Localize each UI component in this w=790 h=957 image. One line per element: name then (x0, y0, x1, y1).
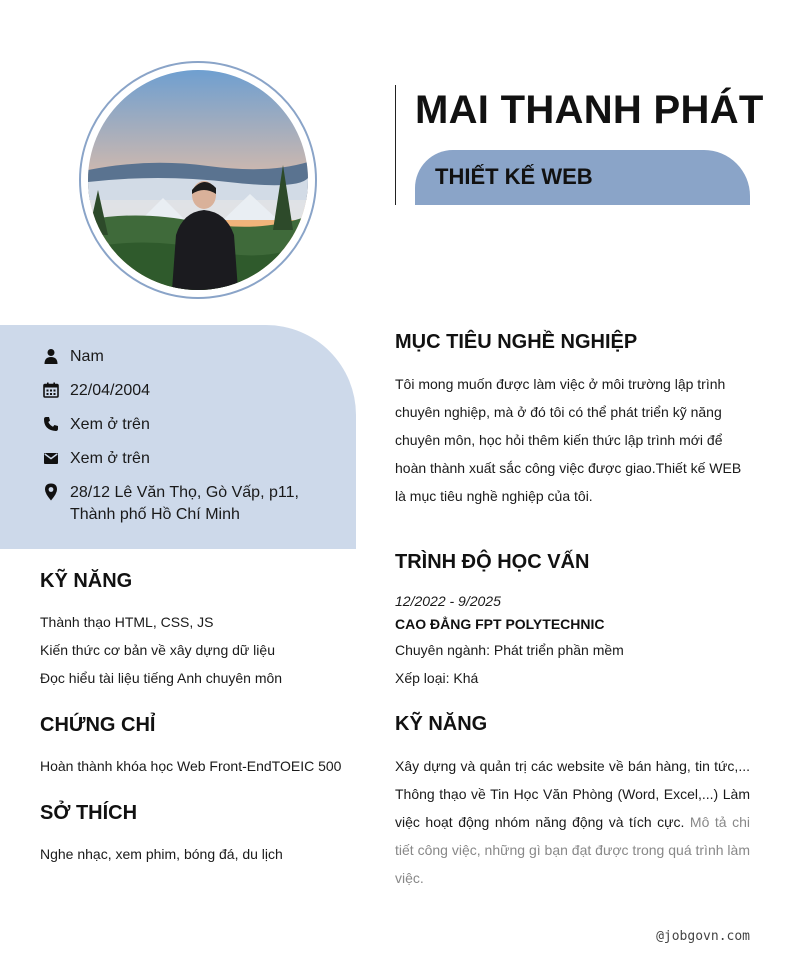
contact-gender-text: Nam (70, 348, 104, 365)
education-grade: Xếp loại: Khá (395, 670, 479, 686)
contact-gender (40, 346, 310, 368)
hobbies-heading: SỞ THÍCH (40, 802, 138, 824)
right-skills-description: Xây dựng và quản trị các website về bán hàng, tin tức,... Thông thạo về Tin Học Văn Phòng (Word, Excel,...) Làm việc hoạt động nhóm năng động và tích cực. (395, 758, 750, 830)
contact-email-text: Xem ở trên (70, 450, 150, 467)
name-divider (395, 85, 396, 205)
right-skills-text (395, 752, 750, 892)
email-icon (40, 448, 70, 468)
contact-phone-text: Xem ở trên (70, 416, 150, 433)
left-skills-heading: KỸ NĂNG (40, 570, 133, 592)
contact-address (40, 482, 310, 526)
contact-birthday-text: 22/04/2004 (70, 382, 151, 399)
full-name: MAI THANH PHÁT (415, 88, 764, 132)
job-title: THIẾT KẾ WEB (435, 164, 593, 189)
calendar-icon (40, 380, 70, 400)
avatar-photo (88, 70, 308, 290)
left-skill-item: Kiến thức cơ bản về xây dựng dữ liệu (40, 642, 275, 658)
left-skill-item: Đọc hiểu tài liệu tiếng Anh chuyên môn (40, 670, 283, 686)
education-date: 12/2022 - 9/2025 (395, 593, 501, 609)
objective-text: Tôi mong muốn được làm việc ở môi trường lập trình chuyên nghiệp, mà ở đó tôi có thể phát triển kỹ năng chuyên môn, học hỏi thêm kiến thức lập trình mới để hoàn thành xuất sắc công việc được giao.Thiết kế WEB là mục tiêu nghề nghiệp của tôi. (395, 376, 742, 504)
contact-email (40, 448, 310, 470)
education-major: Chuyên ngành: Phát triển phần mềm (395, 642, 624, 658)
objective-heading: MỤC TIÊU NGHỀ NGHIỆP (395, 331, 638, 353)
user-icon (40, 346, 70, 366)
hobbies-item: Nghe nhạc, xem phim, bóng đá, du lịch (40, 846, 283, 862)
phone-icon (40, 414, 70, 434)
right-skills-note: Mô tả chi tiết công việc, những gì bạn đạt được trong quá trình làm việc. (395, 814, 750, 886)
location-pin-icon (40, 482, 70, 502)
certificates-heading: CHỨNG CHỈ (40, 714, 156, 736)
contact-address-text: 28/12 Lê Văn Thọ, Gò Vấp, p11, Thành phố Hồ Chí Minh (70, 484, 299, 523)
footer-watermark: @jobgovn.com (656, 929, 750, 944)
right-skills-heading: KỸ NĂNG (395, 713, 488, 735)
left-skill-item: Thành thạo HTML, CSS, JS (40, 614, 214, 630)
job-title-badge (415, 150, 750, 205)
certificate-item: Hoàn thành khóa học Web Front-EndTOEIC 500 (40, 758, 342, 774)
education-heading: TRÌNH ĐỘ HỌC VẤN (395, 551, 590, 573)
education-school: CAO ĐẲNG FPT POLYTECHNIC (395, 616, 605, 632)
avatar (88, 70, 308, 290)
contact-phone (40, 414, 310, 436)
contact-birthday (40, 380, 310, 402)
